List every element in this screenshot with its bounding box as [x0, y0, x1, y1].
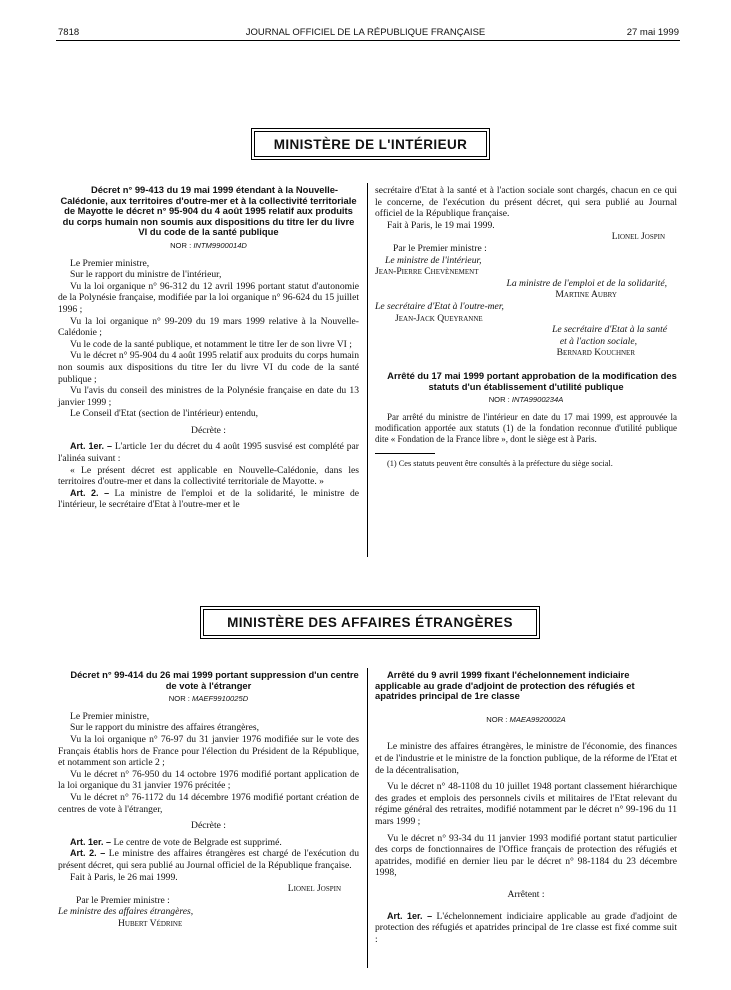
decree-99-413-decrete: Décrète :: [191, 424, 226, 436]
issue-date: 27 mai 1999: [626, 27, 679, 38]
decree-99-413-fait: Fait à Paris, le 19 mai 1999.: [387, 219, 495, 231]
decree-99-413-section: [58, 185, 359, 511]
decree-99-413-para: Sur le rapport du ministre de l'intérieur,: [70, 269, 222, 281]
decree-99-414-para: Vu le décret n° 76-1172 du 14 décembre 1976 modifié portant création de centres de vote à l'étranger,: [58, 791, 359, 815]
arrete-9-avril-para: Vu le décret n° 48-1108 du 10 juillet 1948 portant classement hiérarchique des grades et emplois des personnels civils et militaires de l'Etat relevant du régime général des retraites, modifié notamment par le décret n° 99-196 du 11 mars 1999 ;: [375, 781, 677, 827]
decree-99-414-para: Le Premier ministre,: [70, 710, 150, 722]
decree-99-414-para: Vu le décret n° 76-950 du 14 octobre 1976 modifié portant application de la loi organique du 31 janvier 1976 précitée ;: [58, 768, 359, 792]
decree-99-414-par: Par le Premier ministre :: [76, 894, 170, 906]
arrete-17-mai-nor: NOR : INTA9900234A: [488, 395, 564, 405]
arrete-9-avril-art1: Art. 1er. – L'échelonnement indiciaire applicable au grade d'adjoint de protection des réfugiés et apatrides principal de 1re classe est fixé comme suit :: [375, 910, 677, 945]
signatory-name: Bernard Kouchner: [556, 347, 635, 359]
header-rule: [56, 40, 680, 41]
footnote-rule: [375, 453, 435, 454]
decree-99-414-decrete: Décrète :: [191, 820, 226, 832]
journal-title: JOURNAL OFFICIEL DE LA RÉPUBLIQUE FRANÇAISE: [245, 27, 486, 38]
column-divider: [367, 668, 368, 968]
signatory-name: Jean-Jack Queyranne: [395, 312, 483, 324]
decree-99-413-art1-quote: « Le présent décret est applicable en Nouvelle-Calédonie, dans les territoires d'outre-mer et dans la collectivité territoriale de Mayotte. »: [58, 464, 359, 488]
arrete-17-mai-text: Par arrêté du ministre de l'intérieur en date du 17 mai 1999, est approuvée la modification apportée aux statuts (1) de la fondation reconnue d'utilité publique dite « Fondation de la France libre », dont le siège est à Paris.: [375, 411, 677, 444]
decree-99-414-para: Vu la loi organique n° 76-97 du 31 janvier 1976 modifiée sur le vote des Français établis hors de France pour l'élection du Président de la République, et notamment son article 2 ;: [58, 733, 359, 769]
decree-99-413-continued: [375, 185, 677, 469]
decree-99-413-art2: Art. 2. – La ministre de l'emploi et de la solidarité, le ministre de l'intérieur, le secrétaire d'Etat à l'outre-mer et le: [58, 487, 360, 511]
decree-99-413-para: Vu le décret n° 95-904 du 4 août 1995 relatif aux produits du corps humain non soumis aux dispositions du titre Ier du livre VI du code de la santé publique ;: [58, 350, 359, 385]
decree-99-413-art2-cont: secrétaire d'Etat à la santé et à l'action sociale sont chargés, chacun en ce qui le concerne, de l'exécution du présent décret, qui sera publié au Journal officiel de la République française.: [375, 185, 677, 220]
ministry-affaires-etrangeres-box: [200, 606, 540, 639]
arrete-9-avril-para: Vu le décret n° 93-34 du 11 janvier 1993 modifié portant statut particulier des corps de fonctionnaires de l'Office français de protection des réfugiés et apatrides, modifié en dernier lieu par le décret n° 98-1184 du 23 décembre 1998,: [375, 832, 677, 879]
decree-99-413-para: Vu l'avis du conseil des ministres de la Polynésie française en date du 13 janvier 1999 ;: [58, 385, 359, 408]
arrete-9-avril-para: Le ministre des affaires étrangères, le ministre de l'économie, des finances et de l'industrie et le ministre de la fonction publique, de la réforme de l'Etat et de la décentralisation,: [375, 741, 677, 776]
decree-99-413-art1: Art. 1er. – L'article 1er du décret du 4 août 1995 susvisé est complété par l'alinéa suivant :: [58, 441, 359, 465]
decree-99-414-section: [58, 670, 359, 929]
signatory-name: Martine Aubry: [555, 289, 617, 301]
signatory-role: et à l'action sociale,: [559, 335, 637, 347]
decree-99-414-fait: Fait à Paris, le 26 mai 1999.: [70, 871, 178, 883]
arrete-9-avril-section: [375, 670, 677, 945]
page-number: 7818: [58, 27, 80, 38]
arrete-9-avril-title: Arrêté du 9 avril 1999 fixant l'échelonnement indiciaire applicable au grade d'adjoint de protection des réfugiés et apatrides principal de 1re classe: [375, 669, 635, 702]
decree-99-413-para: Vu la loi organique n° 99-209 du 19 mars 1999 relative à la Nouvelle-Calédonie ;: [58, 315, 359, 339]
signatory-role: Le ministre de l'intérieur,: [385, 254, 482, 266]
decree-99-413-para: Le Premier ministre,: [70, 257, 150, 269]
decree-99-414-nor: NOR : MAEF9910025D: [168, 694, 249, 704]
signatory-role: La ministre de l'emploi et de la solidarité,: [506, 277, 667, 289]
decree-99-413-nor: NOR : INTM9900014D: [170, 240, 247, 250]
decree-99-413-para: Vu le code de la santé publique, et notamment le titre Ier de son livre VI ;: [70, 338, 352, 350]
signatory-role: Le secrétaire d'Etat à l'outre-mer,: [375, 300, 504, 312]
signatory-name: Hubert Védrine: [118, 917, 183, 929]
decree-99-413-par: Par le Premier ministre :: [393, 242, 487, 254]
signatory-role: Le secrétaire d'Etat à la santé: [552, 324, 667, 336]
decree-99-413-title: Décret n° 99-413 du 19 mai 1999 étendant à la Nouvelle-Calédonie, aux territoires d'outre-mer et à la collectivité territoriale de Mayotte le décret n° 95-904 du 4 août 1995 relatif aux produits du corps humain non soumis aux dispositions du titre Ier du livre VI du code de la santé publique: [60, 184, 357, 238]
signatory-name: Jean-Pierre Chevènement: [375, 266, 479, 278]
ministry-interieur-box: [251, 128, 490, 160]
arrete-17-mai-footnote: (1) Ces statuts peuvent être consultés à la préfecture du siège social.: [387, 458, 613, 468]
decree-99-414-signer: Lionel Jospin: [287, 883, 341, 895]
decree-99-413-para: Vu la loi organique n° 96-312 du 12 avril 1996 portant statut d'autonomie de la Polynésie française, modifiée par la loi organique n° 96-624 du 15 juillet 1996 ;: [58, 280, 359, 315]
decree-99-413-signer: Lionel Jospin: [611, 231, 665, 243]
decree-99-413-para: Le Conseil d'Etat (section de l'intérieur) entendu,: [70, 408, 259, 420]
arrete-17-mai-title: Arrêté du 17 mai 1999 portant approbation de la modification des statuts d'un établissement d'utilité publique: [387, 369, 677, 392]
ministry-interieur-title: MINISTÈRE DE L'INTÉRIEUR: [254, 131, 487, 157]
ministry-affaires-etrangeres-title: MINISTÈRE DES AFFAIRES ÉTRANGÈRES: [203, 609, 537, 636]
column-divider: [367, 183, 368, 557]
arrete-9-avril-nor: NOR : MAEA9920002A: [486, 714, 566, 724]
decree-99-414-art2: Art. 2. – Le ministre des affaires étrangères est chargé de l'exécution du présent décret, qui sera publié au Journal officiel de la République française.: [58, 848, 360, 871]
arrete-9-avril-arretent: Arrêtent :: [507, 888, 545, 900]
signatory-role: Le ministre des affaires étrangères,: [58, 906, 194, 918]
decree-99-414-title: Décret n° 99-414 du 26 mai 1999 portant suppression d'un centre de vote à l'étranger: [70, 669, 359, 691]
decree-99-414-art1: Art. 1er. – Le centre de vote de Belgrade est supprimé.: [70, 836, 282, 848]
decree-99-414-para: Sur le rapport du ministre des affaires étrangères,: [70, 722, 259, 734]
